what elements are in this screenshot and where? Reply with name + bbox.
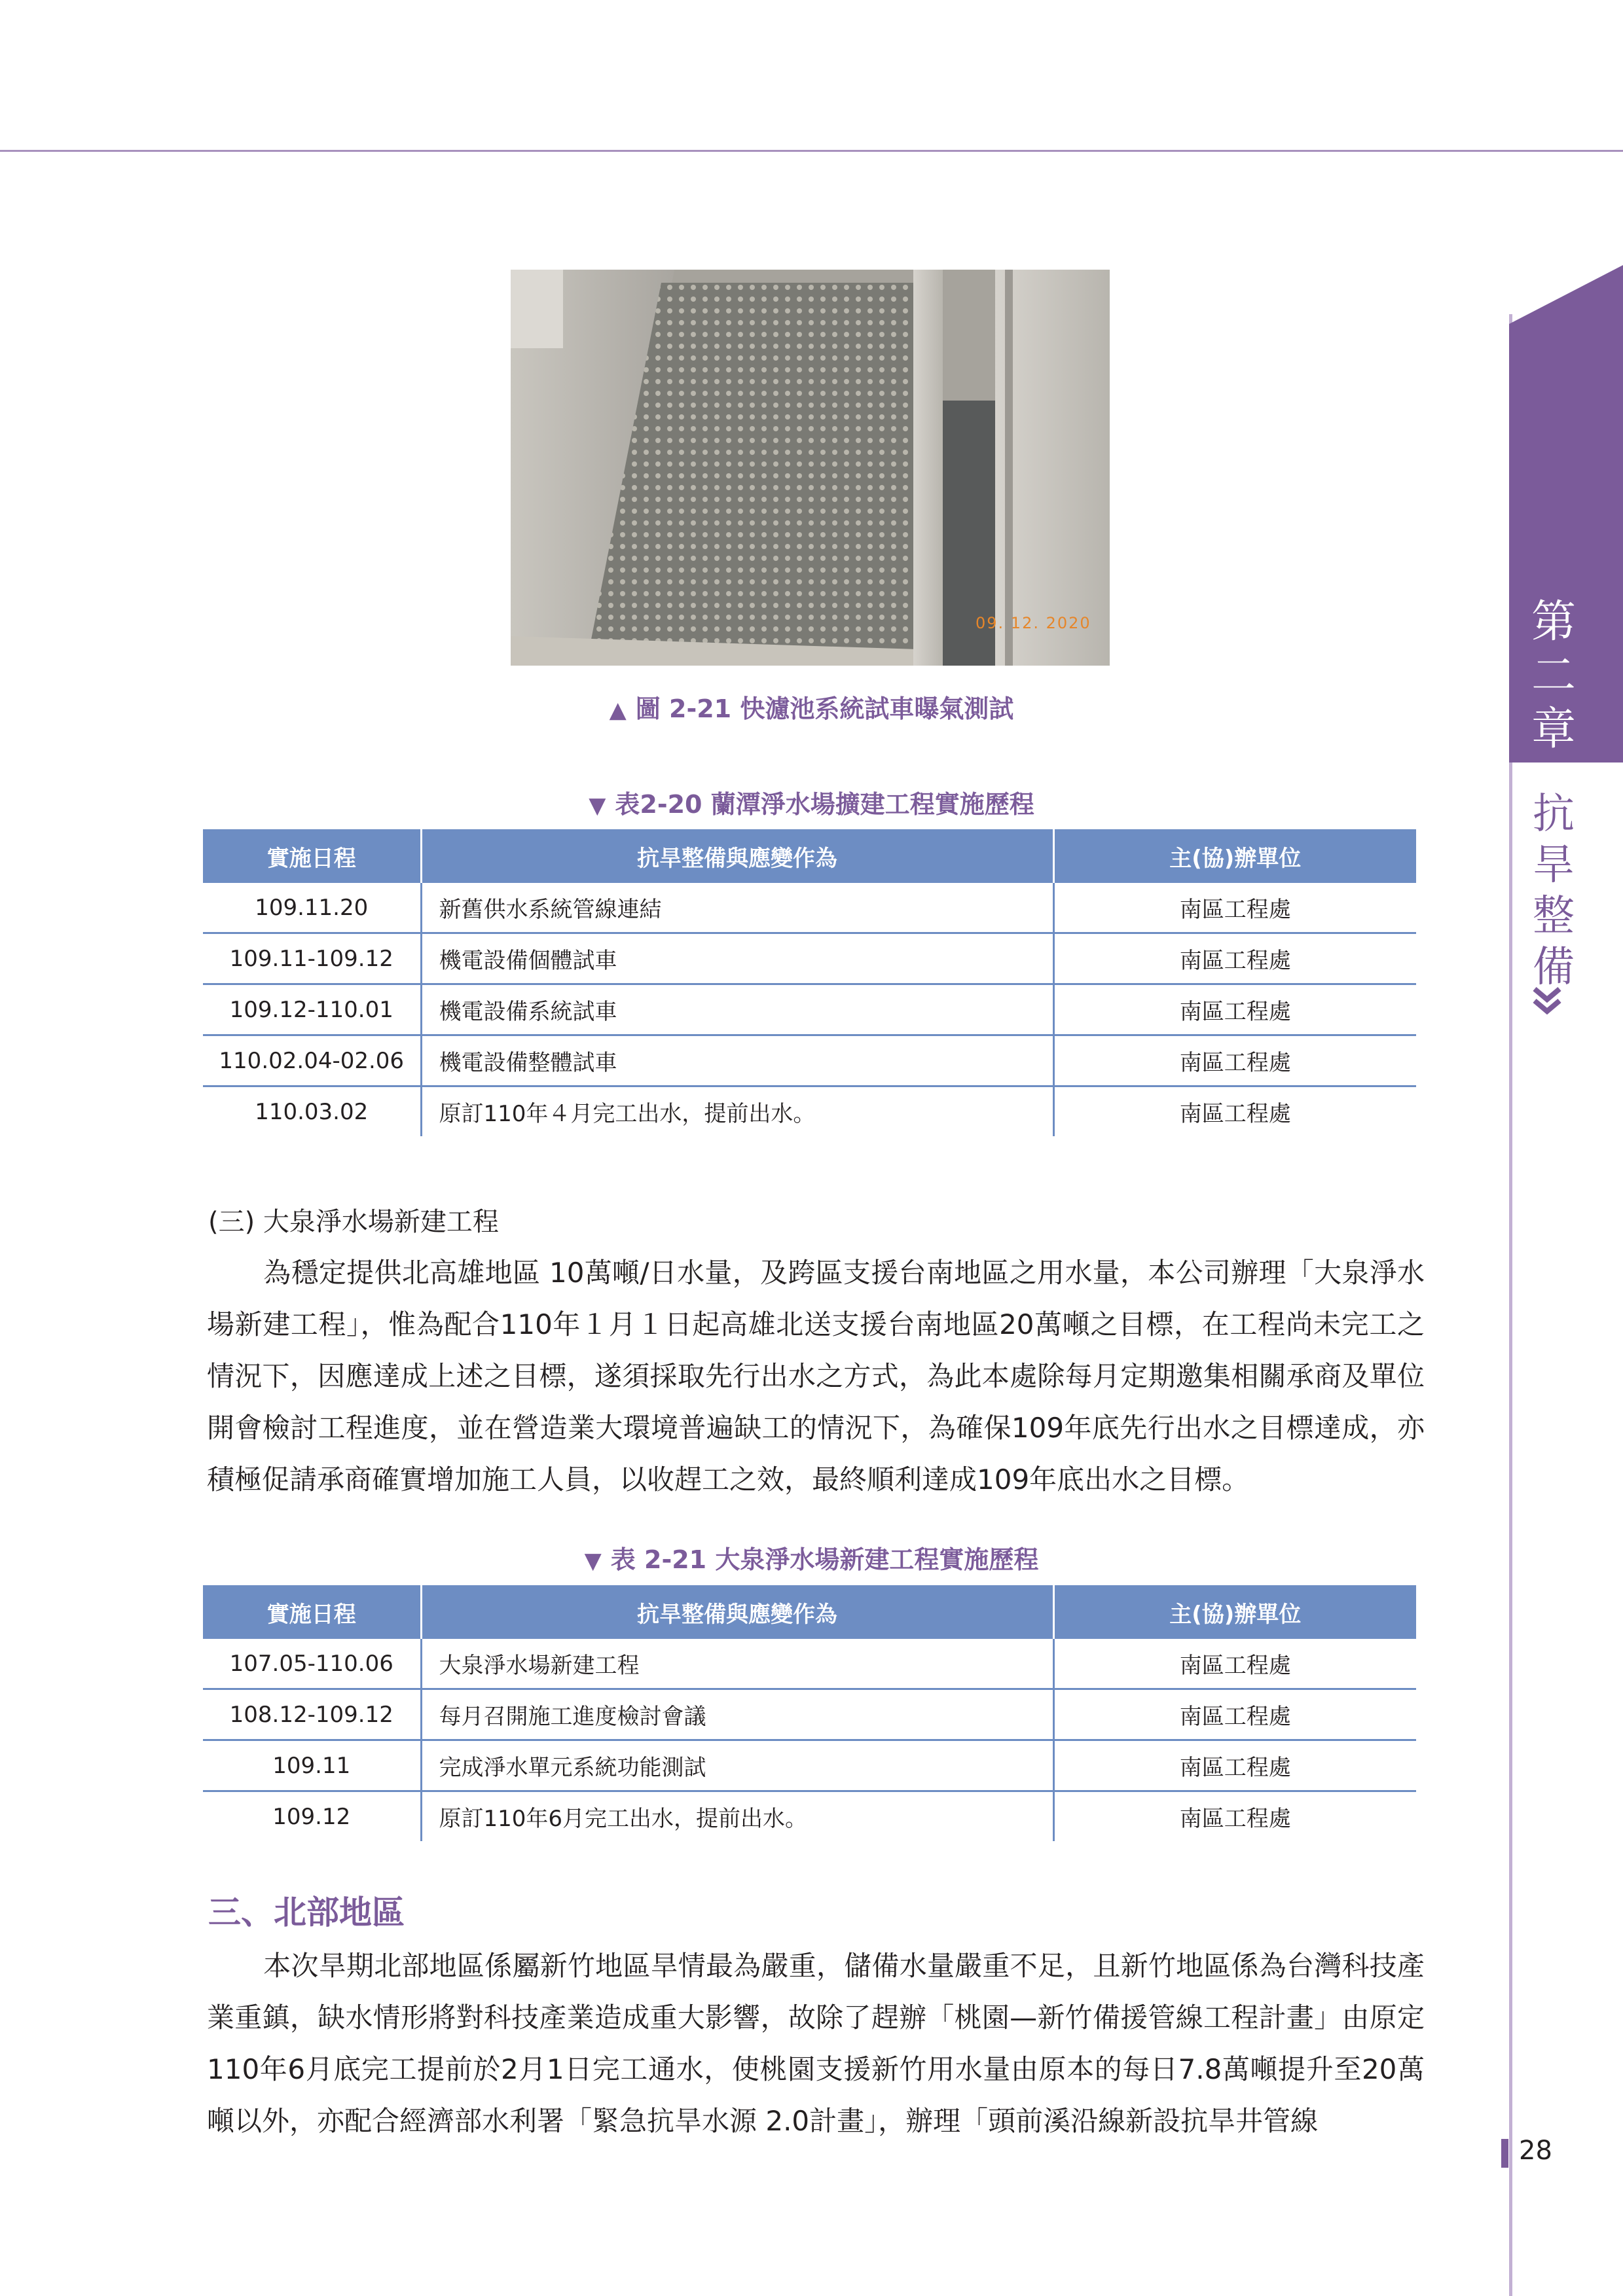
figure-caption (0, 689, 1623, 725)
cell-action: 機電設備個體試車 (421, 933, 1053, 984)
table-row (203, 933, 1416, 984)
cell-unit: 南區工程處 (1053, 883, 1416, 933)
subsection-heading: (三) 大泉淨水場新建工程 (208, 1207, 499, 1237)
table-row (203, 1791, 1416, 1842)
table-row (203, 1689, 1416, 1740)
table1-caption (0, 784, 1623, 820)
header-unit: 主(協)辦單位 (1053, 829, 1416, 883)
cell-unit: 南區工程處 (1179, 1101, 1291, 1127)
page-number: 28 (1519, 2136, 1552, 2166)
caption-triangle-down-icon: ▼ (584, 1548, 602, 1574)
double-chevron-down-icon (1531, 985, 1563, 1018)
cell-date: 107.05-110.06 (203, 1639, 421, 1689)
table-row (203, 883, 1416, 933)
cell-action: 原訂110年6月完工出水，提前出水。 (421, 1791, 1053, 1842)
figure-caption-text: 圖 2-21 快濾池系統試車曝氣測試 (635, 694, 1014, 723)
header-action: 抗旱整備與應變作為 (421, 829, 1053, 883)
header-unit: 主(協)辦單位 (1053, 1585, 1416, 1639)
table-row (203, 1086, 1416, 1137)
cell-action: 完成淨水單元系統功能測試 (421, 1740, 1053, 1791)
page-number-marker (1501, 2139, 1508, 2168)
filter-tank-photo (511, 270, 1110, 666)
cell-date: 109.11.20 (203, 883, 421, 933)
table-dachuan-schedule (203, 1585, 1416, 1841)
caption-triangle-down-icon: ▼ (589, 793, 606, 819)
table-header-row (203, 829, 1416, 883)
north-paragraph-text: 本次旱期北部地區係屬新竹地區旱情最為嚴重，儲備水量嚴重不足，且新竹地區係為台灣科技產業重鎮，缺水情形將對科技產業造成重大影響，故除了趕辦「桃園—新竹備援管線工程計畫」由原定110年6月底完工提前於2月1日完工通水，使桃園支援新竹用水量由原本的每日7.8萬噸提升至20萬噸以外，亦配合經濟部水利署「緊急抗旱水源 2.0計畫」，辦理「頭前溪沿線新設抗旱井管線 (207, 1950, 1425, 2137)
north-paragraph (207, 1940, 1425, 2147)
cell-date: 109.12 (203, 1791, 421, 1842)
photo-date-stamp: 09. 12. 2020 (976, 614, 1091, 632)
cell-date: 109.12-110.01 (203, 984, 421, 1035)
header-rule (0, 150, 1623, 152)
cell-unit: 南區工程處 (1053, 1689, 1416, 1740)
dachuan-paragraph (207, 1247, 1425, 1505)
cell-unit: 南區工程處 (1053, 984, 1416, 1035)
section-title-north: 三、北部地區 (208, 1893, 405, 1931)
cell-unit: 南區工程處 (1053, 933, 1416, 984)
table1-caption-text: 表2-20 蘭潭淨水場擴建工程實施歷程 (615, 790, 1034, 819)
cell-unit: 南區工程處 (1053, 1740, 1416, 1791)
cell-unit: 南區工程處 (1053, 1035, 1416, 1086)
header-action: 抗旱整備與應變作為 (421, 1585, 1053, 1639)
table-row (203, 1740, 1416, 1791)
cell-action: 大泉淨水場新建工程 (421, 1639, 1053, 1689)
chapter-label: 第二章 (1531, 596, 1576, 755)
cell-action: 新舊供水系統管線連結 (421, 883, 1053, 933)
header-date: 實施日程 (203, 1585, 421, 1639)
table-row (203, 1035, 1416, 1086)
table-row (203, 1639, 1416, 1689)
cell-unit: 南區工程處 (1179, 1806, 1291, 1832)
cell-unit: 南區工程處 (1053, 1639, 1416, 1689)
chapter-title: 抗旱整備 (1533, 790, 1575, 992)
cell-action: 機電設備整體試車 (421, 1035, 1053, 1086)
table-lantan-schedule (203, 829, 1416, 1136)
table2-caption-text: 表 2-21 大泉淨水場新建工程實施歷程 (610, 1545, 1039, 1574)
cell-action: 機電設備系統試車 (421, 984, 1053, 1035)
header-date: 實施日程 (203, 829, 421, 883)
table2-caption (0, 1539, 1623, 1575)
table-row (203, 984, 1416, 1035)
dachuan-paragraph-text: 為穩定提供北高雄地區 10萬噸/日水量，及跨區支援台南地區之用水量，本公司辦理「大泉淨水場新建工程」，惟為配合110年１月１日起高雄北送支援台南地區20萬噸之目標，在工程尚未完工之情況下，因應達成上述之目標，遂須採取先行出水之方式，為此本處除每月定期邀集相關承商及單位開會檢討工程進度，並在營造業大環境普遍缺工的情況下，為確保109年底先行出水之目標達成，亦積極促請承商確實增加施工人員，以收趕工之效，最終順利達成109年底出水之目標。 (207, 1257, 1425, 1496)
cell-date: 110.03.02 (203, 1086, 421, 1137)
cell-action: 原訂110年４月完工出水，提前出水。 (421, 1086, 1053, 1137)
cell-action: 每月召開施工進度檢討會議 (421, 1689, 1053, 1740)
cell-date: 109.11 (203, 1740, 421, 1791)
table-header-row (203, 1585, 1416, 1639)
cell-date: 110.02.04-02.06 (203, 1035, 421, 1086)
cell-date: 108.12-109.12 (203, 1689, 421, 1740)
cell-date: 109.11-109.12 (203, 933, 421, 984)
caption-triangle-up-icon: ▲ (609, 697, 627, 723)
